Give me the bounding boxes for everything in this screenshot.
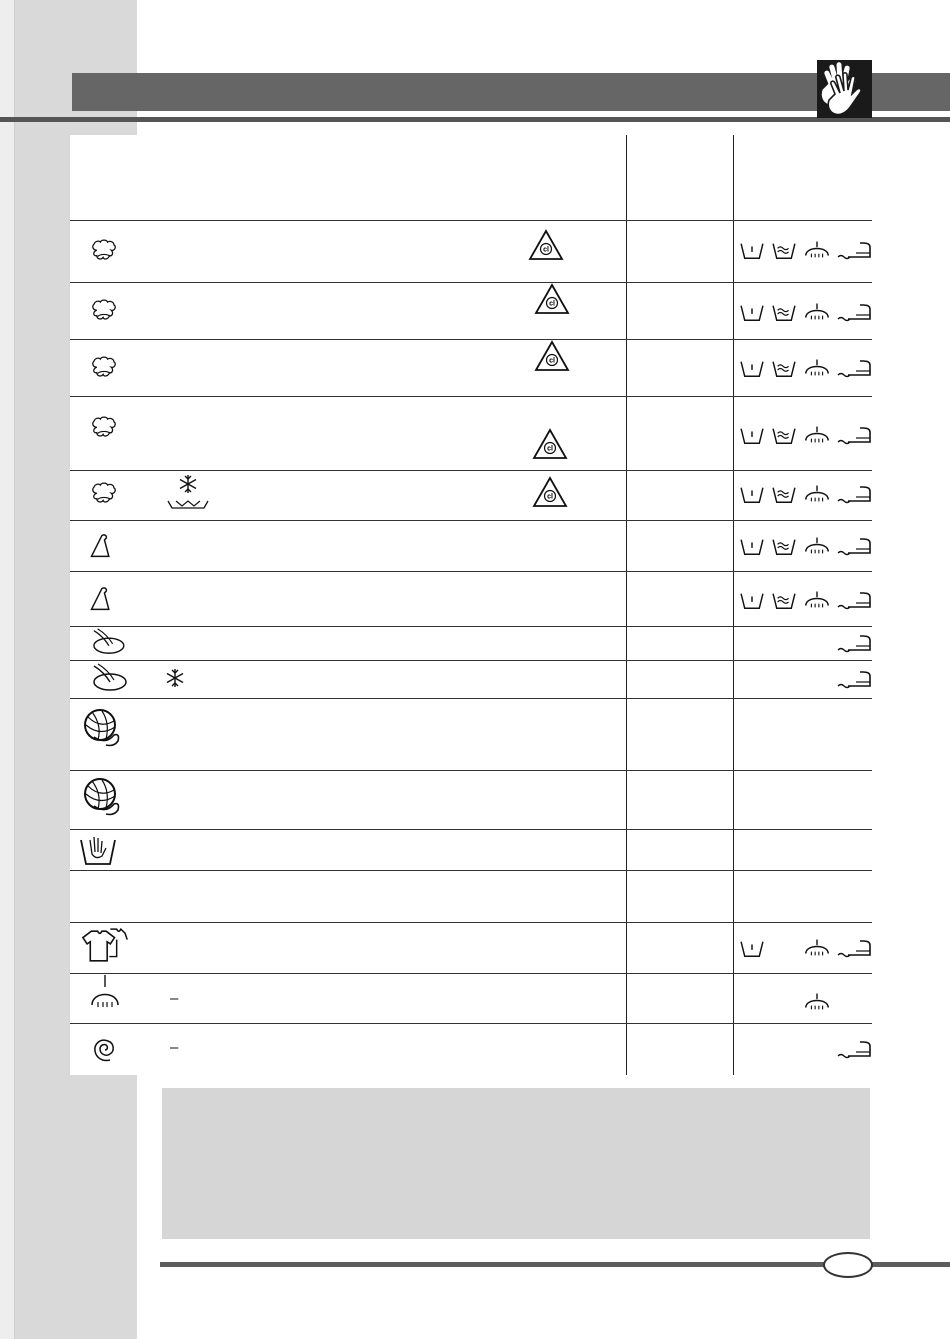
row-divider	[70, 870, 872, 871]
snowflake-icon	[165, 668, 185, 688]
spiral-icon	[90, 1035, 120, 1065]
iron-icon	[836, 668, 872, 690]
row-divider	[70, 829, 872, 830]
spin-icon	[803, 534, 831, 556]
spin-icon	[803, 482, 831, 504]
header-underline	[0, 117, 950, 122]
shirts-icon	[80, 927, 128, 965]
spin-icon	[803, 300, 831, 322]
spin-icon	[803, 423, 831, 445]
row-divider	[70, 220, 872, 221]
row-divider	[70, 626, 872, 627]
iron-icon	[836, 937, 872, 959]
rinse-icon	[770, 359, 798, 379]
side-strip-highlight	[0, 0, 14, 1339]
row-dash: –	[170, 990, 179, 1007]
synthetic-icon	[88, 584, 114, 614]
row-divider	[70, 282, 872, 283]
iron-icon	[836, 535, 872, 557]
drain-icon	[166, 497, 210, 511]
wash-icon	[738, 485, 766, 505]
spin-icon	[803, 356, 831, 378]
chlorine-bleach-icon	[534, 283, 570, 315]
row-divider	[70, 1023, 872, 1024]
row-divider	[70, 922, 872, 923]
iron-icon	[836, 424, 872, 446]
row-divider	[70, 470, 872, 471]
wash-icon	[738, 939, 766, 959]
row-divider	[70, 339, 872, 340]
row-divider	[70, 698, 872, 699]
iron-icon	[836, 301, 872, 323]
rinse-icon	[770, 537, 798, 557]
column-divider	[626, 135, 627, 1075]
wash-icon	[738, 241, 766, 261]
cotton-icon	[86, 238, 122, 266]
iron-icon	[836, 357, 872, 379]
rinse-icon	[770, 241, 798, 261]
spin-icon	[803, 238, 831, 260]
snowflake-icon	[178, 474, 198, 494]
iron-icon	[836, 1038, 872, 1060]
iron-icon	[836, 632, 872, 654]
rinse-icon	[770, 485, 798, 505]
row-divider	[70, 520, 872, 521]
iron-icon	[836, 483, 872, 505]
spin-icon	[803, 936, 831, 958]
cotton-icon	[86, 415, 122, 443]
wash-icon	[738, 303, 766, 323]
synthetic-icon	[88, 531, 114, 561]
row-divider	[70, 770, 872, 771]
delicate-icon	[88, 662, 128, 692]
side-strip-divider	[14, 0, 15, 1339]
chlorine-bleach-icon	[528, 229, 564, 261]
iron-icon	[836, 239, 872, 261]
page-number-badge	[823, 1252, 873, 1278]
chlorine-bleach-icon	[534, 340, 570, 372]
hand-icon	[817, 60, 872, 118]
wash-icon	[738, 359, 766, 379]
iron-icon	[836, 589, 872, 611]
rinse-icon	[770, 591, 798, 611]
chlorine-bleach-icon	[532, 428, 568, 460]
hand-wash-icon	[78, 834, 118, 866]
row-divider	[70, 973, 872, 974]
delicate-icon	[88, 627, 126, 655]
note-box	[162, 1088, 870, 1239]
spin-icon	[803, 990, 831, 1012]
spin-icon	[803, 588, 831, 610]
rinse-icon	[770, 303, 798, 323]
row-divider	[70, 571, 872, 572]
row-dash: –	[170, 1039, 179, 1056]
rinse-icon	[770, 426, 798, 446]
wool-icon	[80, 776, 124, 820]
wool-icon	[80, 707, 124, 751]
row-divider	[70, 396, 872, 397]
spin-single-icon	[90, 973, 120, 1013]
cotton-icon	[86, 298, 122, 326]
column-divider	[733, 135, 734, 1075]
program-table	[70, 135, 872, 1075]
row-divider	[70, 660, 872, 661]
cotton-icon	[86, 355, 122, 383]
wash-icon	[738, 591, 766, 611]
wash-icon	[738, 537, 766, 557]
chlorine-bleach-icon	[532, 476, 568, 508]
cotton-icon	[86, 481, 122, 509]
wash-icon	[738, 426, 766, 446]
